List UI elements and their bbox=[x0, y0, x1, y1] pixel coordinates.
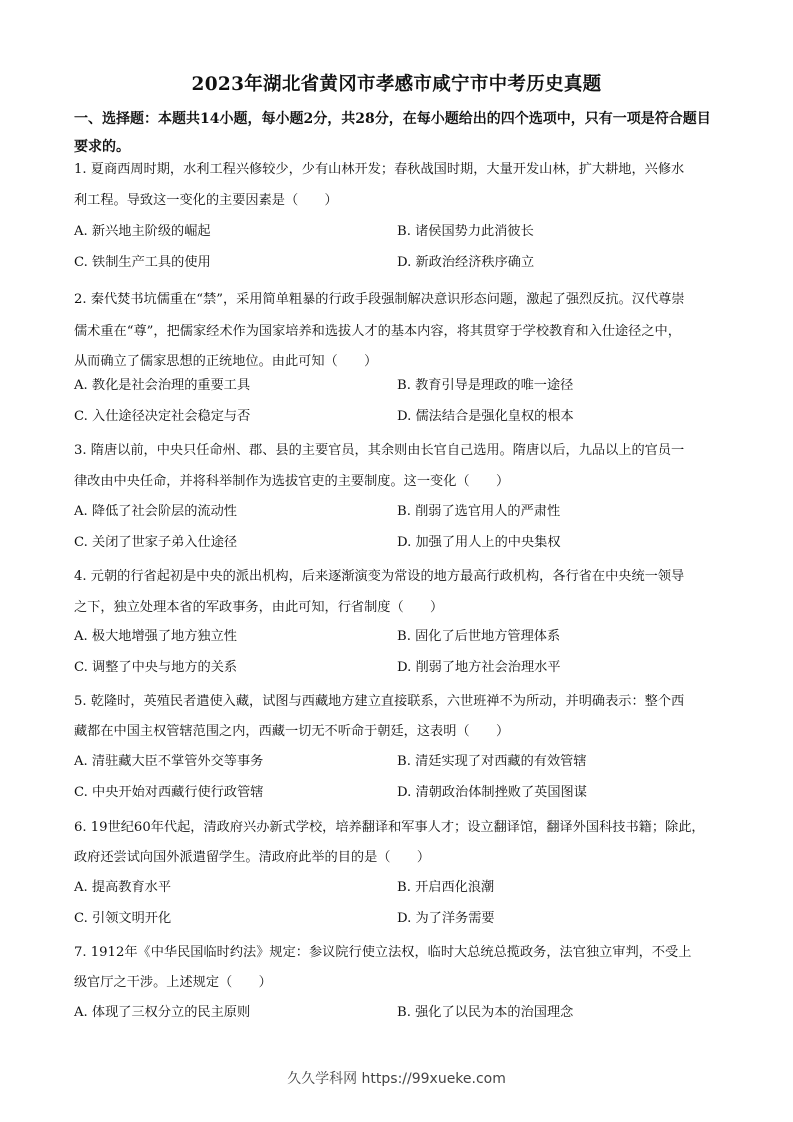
question-4-option-A: A. 极大地增强了地方独立性 bbox=[74, 629, 237, 644]
question-5-line: 藏都在中国主权管辖范围之内，西藏一切无不听命于朝廷，这表明（ ） bbox=[74, 724, 510, 739]
question-3-line: 3. 隋唐以前，中央只任命州、郡、县的主要官员，其余则由长官自己选用。隋唐以后，九品以上的官员一 bbox=[74, 443, 685, 458]
question-4-option-D: D. 削弱了地方社会治理水平 bbox=[397, 660, 561, 675]
question-1-line: 1. 夏商西周时期，水利工程兴修较少，少有山林开发；春秋战国时期，大量开发山林，扩大耕地，兴修水 bbox=[74, 162, 685, 177]
question-1-option-A: A. 新兴地主阶级的崛起 bbox=[74, 224, 211, 239]
question-2-line: 从而确立了儒家思想的正统地位。由此可知（ ） bbox=[74, 354, 378, 369]
question-4-option-B: B. 固化了后世地方管理体系 bbox=[397, 629, 561, 644]
question-7-option-A: A. 体现了三权分立的民主原则 bbox=[74, 1005, 251, 1020]
question-6-line: 6. 19世纪60年代起，清政府兴办新式学校，培养翻译和军事人才；设立翻译馆，翻译外国科技书籍；除此， bbox=[74, 820, 705, 835]
question-6-line: 政府还尝试向国外派遣留学生。清政府此举的目的是（ ） bbox=[74, 850, 431, 865]
footer-watermark[interactable]: 久久学科网 https://99xueke.com bbox=[287, 1071, 506, 1087]
question-4-line: 之下，独立处理本省的军政事务，由此可知，行省制度（ ） bbox=[74, 600, 444, 615]
question-5-option-A: A. 清驻藏大臣不掌管外交等事务 bbox=[74, 754, 264, 769]
question-1-option-D: D. 新政治经济秩序确立 bbox=[397, 255, 535, 270]
question-3-option-A: A. 降低了社会阶层的流动性 bbox=[74, 504, 237, 519]
question-1-option-C: C. 铁制生产工具的使用 bbox=[74, 255, 211, 270]
question-6-option-C: C. 引领文明开化 bbox=[74, 911, 172, 926]
question-6-option-D: D. 为了洋务需要 bbox=[397, 911, 495, 926]
question-2-option-B: B. 教育引导是理政的唯一途径 bbox=[397, 378, 574, 393]
question-5-option-C: C. 中央开始对西藏行使行政管辖 bbox=[74, 785, 264, 800]
page-title: 2023年湖北省黄冈市孝感市咸宁市中考历史真题 bbox=[191, 74, 602, 95]
question-2-line: 2. 秦代焚书坑儒重在“禁”，采用简单粗暴的行政手段强制解决意识形态问题，激起了强烈反抗。汉代尊崇 bbox=[74, 292, 685, 307]
section-heading: 一、选择题：本题共14小题，每小题2分，共28分，在每小题给出的四个选项中，只有一项是符合题目要求的。 bbox=[74, 111, 711, 155]
question-6-option-B: B. 开启西化浪潮 bbox=[397, 880, 495, 895]
question-5-option-D: D. 清朝政治体制挫败了英国图谋 bbox=[397, 785, 587, 800]
question-4-line: 4. 元朝的行省起初是中央的派出机构，后来逐渐演变为常设的地方最高行政机构，各行省在中央统一领导 bbox=[74, 569, 685, 584]
question-3-option-B: B. 削弱了选官用人的严肃性 bbox=[397, 504, 561, 519]
question-3-option-C: C. 关闭了世家子弟入仕途径 bbox=[74, 535, 238, 550]
question-2-option-D: D. 儒法结合是强化皇权的根本 bbox=[397, 409, 574, 424]
question-7-line: 级官厅之干涉。上述规定（ ） bbox=[74, 975, 272, 990]
question-2-line: 儒术重在“尊”，把儒家经术作为国家培养和选拔人才的基本内容，将其贯穿于学校教育和入仕途径之中， bbox=[74, 324, 681, 339]
question-7-line: 7. 1912年《中华民国临时约法》规定：参议院行使立法权，临时大总统总揽政务，法官独立审判，不受上 bbox=[74, 945, 692, 960]
question-3-option-D: D. 加强了用人上的中央集权 bbox=[397, 535, 561, 550]
question-6-option-A: A. 提高教育水平 bbox=[74, 880, 172, 895]
question-1-line: 利工程。导致这一变化的主要因素是（ ） bbox=[74, 193, 338, 208]
question-2-option-A: A. 教化是社会治理的重要工具 bbox=[74, 378, 251, 393]
question-4-option-C: C. 调整了中央与地方的关系 bbox=[74, 660, 238, 675]
question-1-option-B: B. 诸侯国势力此消彼长 bbox=[397, 224, 534, 239]
question-5-line: 5. 乾隆时，英殖民者遣使入藏，试图与西藏地方建立直接联系，六世班禅不为所动，并明确表示：整个西 bbox=[74, 694, 685, 709]
question-5-option-B: B. 清廷实现了对西藏的有效管辖 bbox=[397, 754, 587, 769]
question-7-option-B: B. 强化了以民为本的治国理念 bbox=[397, 1005, 574, 1020]
question-3-line: 律改由中央任命，并将科举制作为选拔官吏的主要制度。这一变化（ ） bbox=[74, 474, 510, 489]
question-2-option-C: C. 入仕途径决定社会稳定与否 bbox=[74, 409, 251, 424]
